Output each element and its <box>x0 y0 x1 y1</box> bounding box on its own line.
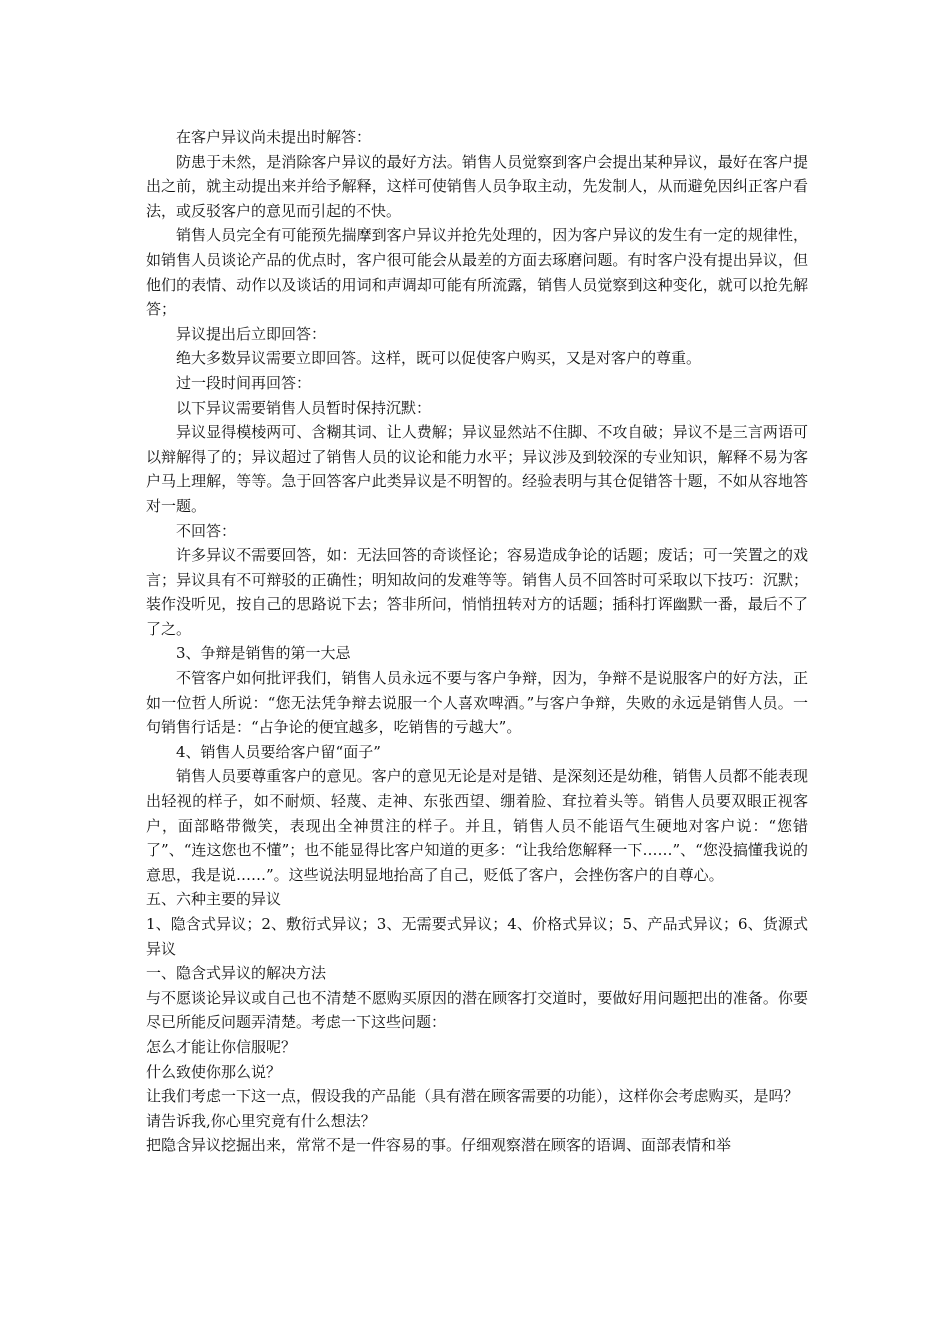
paragraph: 1、隐含式异议；2、敷衍式异议；3、无需要式异议；4、价格式异议；5、产品式异议；6、货源式异议 <box>146 915 808 958</box>
paragraph: 销售人员要尊重客户的意见。客户的意见无论是对是错、是深刻还是幼稚，销售人员都不能表现出轻视的样子，如不耐烦、轻蔑、走神、东张西望、绷着脸、耷拉着头等。销售人员要双眼正视客户，面部略带微笑，表现出全神贯注的样子。并且，销售人员不能语气生硬地对客户说：“您错了”、“连这您也不懂”；也不能显得比客户知道的更多：“让我给您解释一下……”、“您没搞懂我说的意思，我是说……”。这些说法明显地抬高了自己，贬低了客户，会挫伤客户的自尊心。 <box>146 767 808 884</box>
question-line: 请告诉我,你心里究竟有什么想法？ <box>146 1111 376 1130</box>
paragraph: 异议提出后立即回答： <box>176 324 327 343</box>
paragraph: 防患于未然，是消除客户异议的最好方法。销售人员觉察到客户会提出某种异议，最好在客户提出之前，就主动提出来并给予解释，这样可使销售人员争取主动，先发制人，从而避免因纠正客户看法，或反驳客户的意见而引起的不快。 <box>146 152 808 220</box>
paragraph: 绝大多数异议需要立即回答。这样，既可以促使客户购买，又是对客户的尊重。 <box>176 349 702 368</box>
document-body <box>146 125 808 1158</box>
chapter-heading: 五、六种主要的异议 <box>146 890 282 909</box>
paragraph: 以下异议需要销售人员暂时保持沉默： <box>176 398 432 417</box>
paragraph: 许多异议不需要回答，如：无法回答的奇谈怪论；容易造成争论的话题；废话；可一笑置之的戏言；异议具有不可辩驳的正确性；明知故问的发难等等。销售人员不回答时可采取以下技巧：沉默；装作没听见，按自己的思路说下去；答非所问，悄悄扭转对方的话题；插科打诨幽默一番，最后不了了之。 <box>146 546 808 638</box>
paragraph: 异议显得模棱两可、含糊其词、让人费解；异议显然站不住脚、不攻自破；异议不是三言两语可以辩解得了的；异议超过了销售人员的议论和能力水平；异议涉及到较深的专业知识，解释不易为客户马上理解，等等。急于回答客户此类异议是不明智的。经验表明与其仓促错答十题，不如从容地答对一题。 <box>146 423 808 515</box>
paragraph: 不管客户如何批评我们，销售人员永远不要与客户争辩，因为，争辩不是说服客户的好方法，正如一位哲人所说：“您无法凭争辩去说服一个人喜欢啤酒。”与客户争辩，失败的永远是销售人员。一句销售行话是：“占争论的便宜越多，吃销售的亏越大”。 <box>146 669 808 737</box>
paragraph: 把隐含异议挖掘出来，常常不是一件容易的事。仔细观察潜在顾客的语调、面部表情和举 <box>146 1136 732 1155</box>
section-heading: 4、销售人员要给客户留“面子” <box>176 742 381 761</box>
paragraph: 过一段时间再回答： <box>176 373 312 392</box>
section-heading: 3、争辩是销售的第一大忌 <box>176 644 351 663</box>
section-heading: 一、隐含式异议的解决方法 <box>146 964 327 983</box>
question-line: 什么致使你那么说？ <box>146 1062 282 1081</box>
paragraph: 与不愿谈论异议或自己也不清楚不愿购买原因的潜在顾客打交道时，要做好用问题把出的准备。你要尽已所能反问题弄清楚。考虑一下这些问题： <box>146 988 808 1032</box>
question-line: 怎么才能让你信服呢？ <box>146 1037 297 1056</box>
paragraph: 在客户异议尚未提出时解答： <box>176 128 372 146</box>
question-line: 让我们考虑一下这一点，假设我的产品能（具有潜在顾客需要的功能），这样你会考虑购买，是吗？ <box>146 1087 799 1106</box>
paragraph: 销售人员完全有可能预先揣摩到客户异议并抢先处理的，因为客户异议的发生有一定的规律性，如销售人员谈论产品的优点时，客户很可能会从最差的方面去琢磨问题。有时客户没有提出异议，但他们的表情、动作以及谈话的用词和声调却可能有所流露，销售人员觉察到这种变化，就可以抢先解答； <box>146 226 808 319</box>
paragraph: 不回答： <box>176 521 237 540</box>
